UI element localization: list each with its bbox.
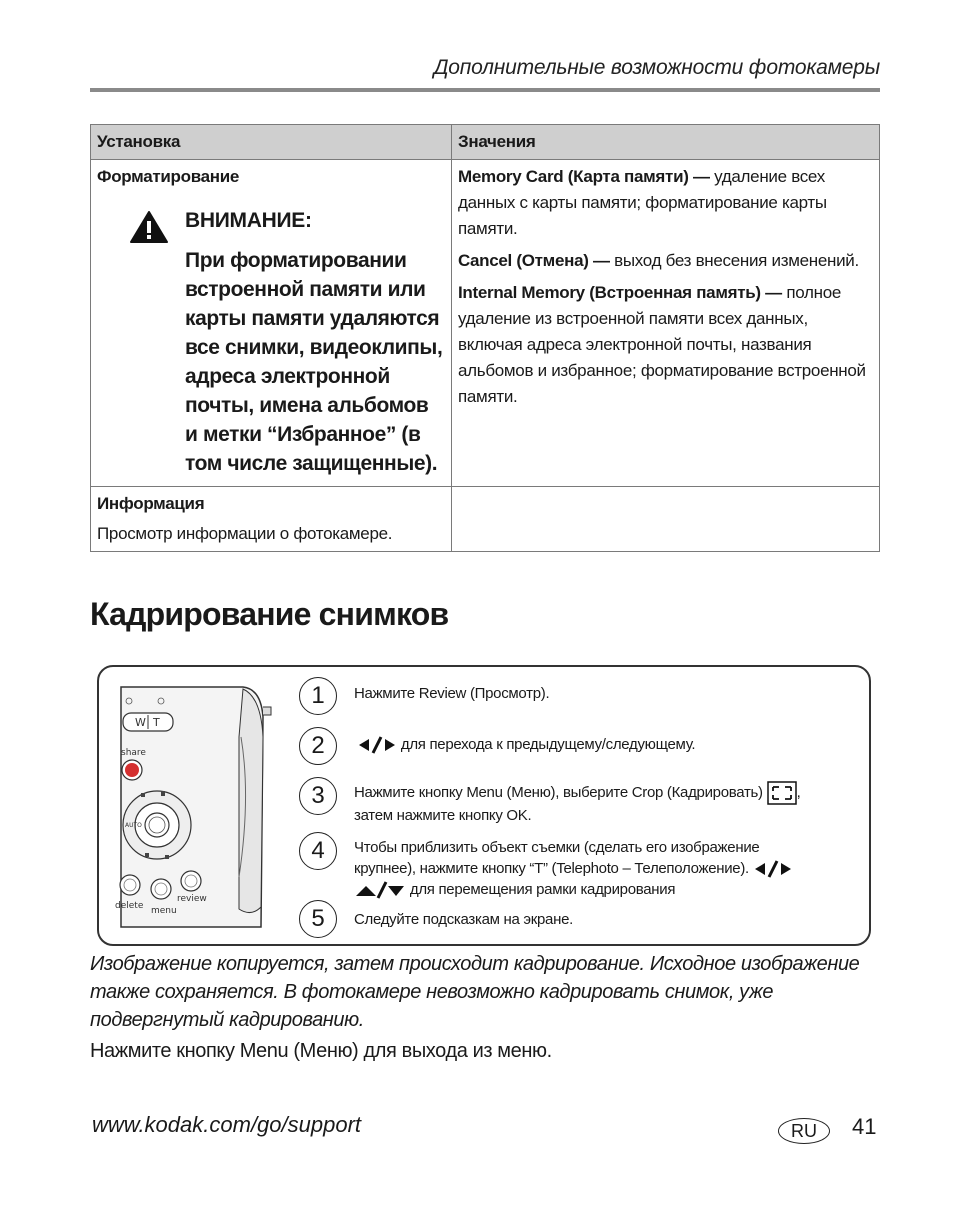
- section-title: Кадрирование снимков: [90, 596, 449, 632]
- step-text-2: для перехода к предыдущему/следующему.: [357, 734, 695, 755]
- share-label: share: [121, 748, 146, 758]
- step-text-1: Нажмите Review (Просмотр).: [354, 685, 550, 702]
- crop-icon: [767, 781, 797, 805]
- col-header-values: Значения: [452, 125, 880, 160]
- table-row: [91, 487, 880, 552]
- step-number-5: 5: [299, 900, 337, 938]
- col-header-setting: Установка: [91, 125, 452, 160]
- format-values-cell: [452, 160, 880, 487]
- setting-name-info: Информация: [97, 494, 205, 513]
- left-right-arrows-icon: [357, 735, 397, 755]
- warning-title: ВНИМАНИЕ:: [185, 209, 312, 232]
- value-internal-memory: Internal Memory (Встроенная память) — полное удаление из встроенной памяти всех данных, включая адреса электронной почты, названия альбомов и избранное; форматирование встроенной памяти.: [458, 283, 866, 406]
- up-down-arrows-icon: [354, 880, 406, 900]
- menu-label: menu: [151, 906, 177, 916]
- support-url: www.kodak.com/go/support: [92, 1112, 362, 1137]
- step-number-2: 2: [299, 727, 337, 765]
- settings-table: [90, 124, 880, 552]
- page-number: 41: [852, 1114, 877, 1139]
- review-label: review: [177, 894, 207, 904]
- crop-note: Изображение копируется, затем происходит кадрирование. Исходное изображение также сохраняется. В фотокамере невозможно кадрировать снимок, уже подвергнутый кадрированию.: [90, 953, 860, 1031]
- left-right-arrows-icon: [753, 859, 793, 879]
- menu-exit-note: Нажмите кнопку Menu (Меню) для выхода из меню.: [90, 1040, 552, 1062]
- step-text-4: Чтобы приблизить объект съемки (сделать его изображение крупнее), нажмите кнопку “T” (Telephoto – Телеположение). для перемещения рамки кадрирования: [354, 837, 793, 900]
- language-badge: RU: [778, 1118, 830, 1144]
- table-row: [91, 160, 880, 487]
- value-memory-card: Memory Card (Карта памяти) — удаление всех данных с карты памяти; форматирование карты памяти.: [458, 167, 827, 238]
- auto-label: AUTO: [125, 822, 142, 829]
- info-cell: [91, 487, 452, 552]
- header-title: Дополнительные возможности фотокамеры: [433, 56, 880, 79]
- zoom-w-label: W: [135, 716, 146, 729]
- setting-desc-info: Просмотр информации о фотокамере.: [97, 524, 393, 543]
- step-number-3: 3: [299, 777, 337, 815]
- zoom-t-label: T: [153, 716, 160, 729]
- info-values-cell: [452, 487, 880, 552]
- camera-illustration: [111, 677, 291, 937]
- format-cell: [91, 160, 452, 487]
- step-text-3: Нажмите кнопку Menu (Меню), выберите Crop (Кадрировать) , затем нажмите кнопку OK.: [354, 781, 800, 826]
- warning-block: [97, 206, 445, 482]
- value-cancel: Cancel (Отмена) — выход без внесения изменений.: [458, 251, 859, 270]
- step-number-1: 1: [299, 677, 337, 715]
- warning-icon: [129, 210, 169, 244]
- delete-label: delete: [115, 901, 144, 911]
- step-text-5: Следуйте подсказкам на экране.: [354, 911, 573, 928]
- steps-box: [97, 665, 871, 946]
- setting-name-format: Форматирование: [97, 167, 240, 186]
- step-number-4: 4: [299, 832, 337, 870]
- warning-text: При форматировании встроенной памяти или карты памяти удаляются все снимки, видеоклипы, адреса электронной почты, имена альбомов и метки “Избранное” (в том числе защищенные).: [185, 249, 443, 475]
- header-rule: [90, 88, 880, 92]
